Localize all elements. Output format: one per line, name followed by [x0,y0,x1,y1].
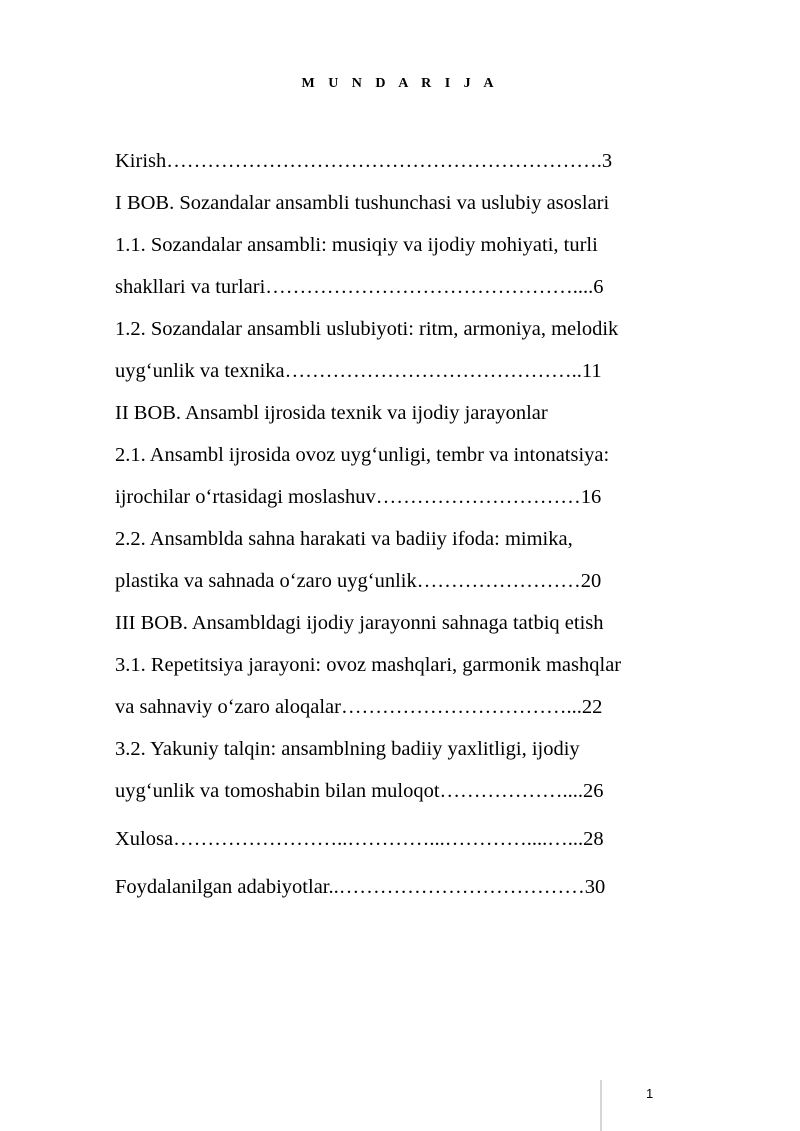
toc-entry-conclusion: Xulosa……………………..…………...…………....…...28 [115,828,604,850]
toc-chapter-1-heading: I BOB. Sozandalar ansambli tushunchasi va uslubiy asoslari [115,192,610,214]
toc-section-2-1-line-1: 2.1. Ansambl ijrosida ovoz uyg‘unligi, tembr va intonatsiya: [115,444,610,466]
toc-entry-bibliography: Foydalanilgan adabiyotlar..………………………………30 [115,876,606,898]
toc-section-2-2-line-1: 2.2. Ansamblda sahna harakati va badiiy ifoda: mimika, [115,528,573,550]
toc-section-3-1-line-1: 3.1. Repetitsiya jarayoni: ovoz mashqlari, garmonik mashqlar [115,654,622,676]
toc-section-3-2-line-1: 3.2. Yakuniy talqin: ansamblning badiiy yaxlitligi, ijodiy [115,738,580,760]
toc-entry-introduction: Kirish……………………………………………………….3 [115,150,613,172]
page-number: 1 [646,1086,654,1101]
toc-section-1-2-line-2: uyg‘unlik va texnika……………………………………..11 [115,360,602,382]
toc-section-1-1-line-1: 1.1. Sozandalar ansambli: musiqiy va ijodiy mohiyati, turli [115,234,598,256]
toc-section-1-1-line-2: shakllari va turlari………………………………………....6 [115,276,604,298]
footer-divider [600,1080,602,1131]
toc-chapter-3-heading: III BOB. Ansambldagi ijodiy jarayonni sahnaga tatbiq etish [115,612,604,634]
page-title: M U N D A R I J A [301,76,499,91]
toc-chapter-2-heading: II BOB. Ansambl ijrosida texnik va ijodiy jarayonlar [115,402,548,424]
toc-section-1-2-line-1: 1.2. Sozandalar ansambli uslubiyoti: ritm, armoniya, melodik [115,318,619,340]
toc-section-3-1-line-2: va sahnaviy o‘zaro aloqalar……………………………...22 [115,696,603,718]
toc-section-3-2-line-2: uyg‘unlik va tomoshabin bilan muloqot………………....26 [115,780,604,802]
toc-section-2-1-line-2: ijrochilar o‘rtasidagi moslashuv…………………………16 [115,486,602,508]
table-of-contents [115,140,715,908]
page-footer [600,1080,710,1131]
toc-section-2-2-line-2: plastika va sahnada o‘zaro uyg‘unlik……………………20 [115,570,602,592]
